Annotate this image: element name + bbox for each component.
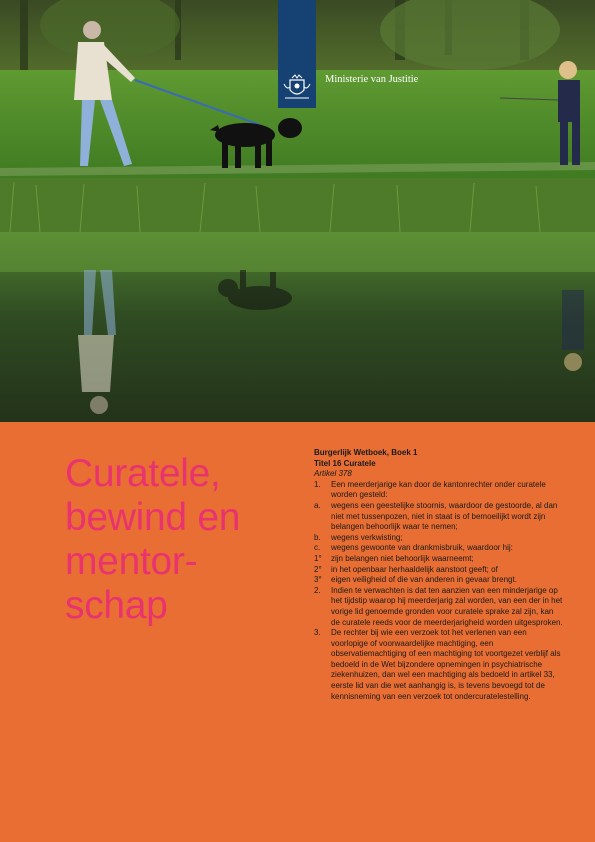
law-item-text: wegens gewoonte van drankmisbruik, waardoor hij: <box>331 543 513 553</box>
law-items <box>314 480 564 702</box>
law-source: Burgerlijk Wetboek, Boek 1 <box>314 448 418 457</box>
law-item <box>314 575 564 586</box>
cover-title: Curatele, bewind en mentor- schap <box>65 452 241 627</box>
law-item <box>314 543 564 554</box>
law-item-text: eigen veiligheid of die van anderen in gevaar brengt. <box>331 575 517 585</box>
law-item-text: wegens een geestelijke stoornis, waardoor de gestoorde, al dan niet met tussenpozen, niet in staat is of bemoeilijkt wordt zijn belangen behoorlijk waar te nemen; <box>331 500 558 532</box>
law-item-marker: 3° <box>314 575 322 585</box>
law-item <box>314 586 564 628</box>
law-item <box>314 533 564 544</box>
law-item <box>314 501 564 533</box>
ministry-name: Ministerie van Justitie <box>325 74 419 85</box>
law-item <box>314 628 564 702</box>
law-item-marker: 1° <box>314 553 322 563</box>
law-item-marker: 1. <box>314 479 321 489</box>
coat-of-arms-icon <box>282 74 312 102</box>
law-item <box>314 565 564 576</box>
law-item-marker: 3. <box>314 628 321 638</box>
law-item-marker: a. <box>314 500 321 510</box>
law-item-marker: b. <box>314 532 321 542</box>
law-item-marker: c. <box>314 543 321 553</box>
law-article: Artikel 378 <box>314 469 352 479</box>
law-excerpt <box>314 448 564 702</box>
law-item-marker: 2° <box>314 564 322 574</box>
law-item-text: zijn belangen niet behoorlijk waarneemt; <box>331 553 474 563</box>
law-item <box>314 480 564 501</box>
law-title: Titel 16 Curatele <box>314 458 376 468</box>
law-item-text: Een meerderjarige kan door de kantonrechter onder curatele worden gesteld: <box>331 479 546 500</box>
law-item-text: wegens verkwisting; <box>331 532 403 542</box>
law-item-text: in het openbaar herhaaldelijk aanstoot geeft; of <box>331 564 498 574</box>
law-item-marker: 2. <box>314 585 321 595</box>
law-item-text: Indien te verwachten is dat ten aanzien van een minderjarige op het tijdstip waarop hij meerderjarig zal worden, van een der in het vorige lid genoemde gronden voor curatele sprake zal zijn, kan de curatele reeds voor de meerderjarigheid worden uitgesproken. <box>331 585 563 627</box>
law-item-text: De rechter bij wie een verzoek tot het verlenen van een voorlopige of voorwaardelijke machtiging, een observatiemachtiging of een machtiging tot voortgezet verblijf als bedoeld in de Wet bijzondere opnemingen in psychiatrische ziekenhuizen, dan wel een machtiging als bedoeld in artikel 33, eerste lid van die wet aanhangig is, is tevens bevoegd tot de kennisneming van een verzoek tot ondercuratelestelling. <box>331 628 561 701</box>
law-item <box>314 554 564 565</box>
